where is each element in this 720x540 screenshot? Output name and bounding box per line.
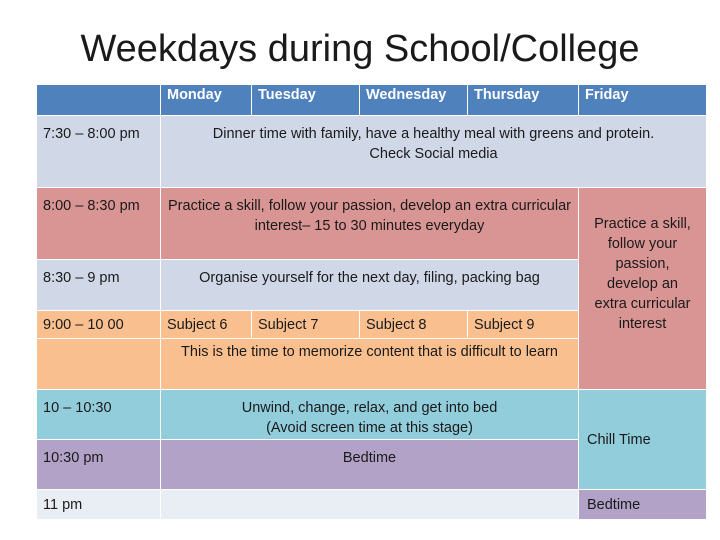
table-header-row (37, 85, 707, 116)
table-row (37, 188, 707, 260)
time-cell: 7:30 – 8:00 pm (37, 116, 161, 188)
chill-time-cell: Chill Time (579, 390, 707, 490)
friday-practice-cell: Practice a skill, follow your passion, develop an extra curricular interest (579, 188, 707, 390)
day-friday: Friday (579, 85, 707, 116)
page-title: Weekdays during School/College (80, 28, 640, 70)
dinner-line-2: Check Social media (369, 146, 498, 162)
time-cell: 11 pm (37, 490, 161, 520)
unwind-cell (161, 390, 579, 440)
time-cell: 10:30 pm (37, 440, 161, 490)
subject-cell: Subject 8 (360, 311, 468, 339)
day-thursday: Thursday (468, 85, 579, 116)
day-tuesday: Tuesday (252, 85, 360, 116)
dinner-cell (161, 116, 707, 188)
practice-cell: Practice a skill, follow your passion, develop an extra curricular interest– 15 to 30 minutes everyday (161, 188, 579, 260)
unwind-line-1: Unwind, change, relax, and get into bed (241, 400, 498, 416)
unwind-line-2: (Avoid screen time at this stage) (266, 420, 473, 436)
table-row (37, 390, 707, 440)
day-wednesday: Wednesday (360, 85, 468, 116)
memorize-cell: This is the time to memorize content that is difficult to learn (161, 339, 579, 390)
table-row (37, 490, 707, 520)
time-cell: 8:00 – 8:30 pm (37, 188, 161, 260)
time-cell-empty (37, 339, 161, 390)
table-row (37, 116, 707, 188)
bedtime-cell: Bedtime (161, 440, 579, 490)
time-cell: 9:00 – 10 00 (37, 311, 161, 339)
time-cell: 8:30 – 9 pm (37, 260, 161, 311)
friday-bedtime-cell: Bedtime (579, 490, 707, 520)
organise-cell: Organise yourself for the next day, filing, packing bag (161, 260, 579, 311)
subject-cell: Subject 6 (161, 311, 252, 339)
empty-cell (161, 490, 579, 520)
subject-cell: Subject 9 (468, 311, 579, 339)
header-corner (37, 85, 161, 116)
day-monday: Monday (161, 85, 252, 116)
dinner-line-1: Dinner time with family, have a healthy meal with greens and protein. (212, 126, 655, 142)
subject-cell: Subject 7 (252, 311, 360, 339)
time-cell: 10 – 10:30 (37, 390, 161, 440)
schedule-table (36, 84, 707, 520)
